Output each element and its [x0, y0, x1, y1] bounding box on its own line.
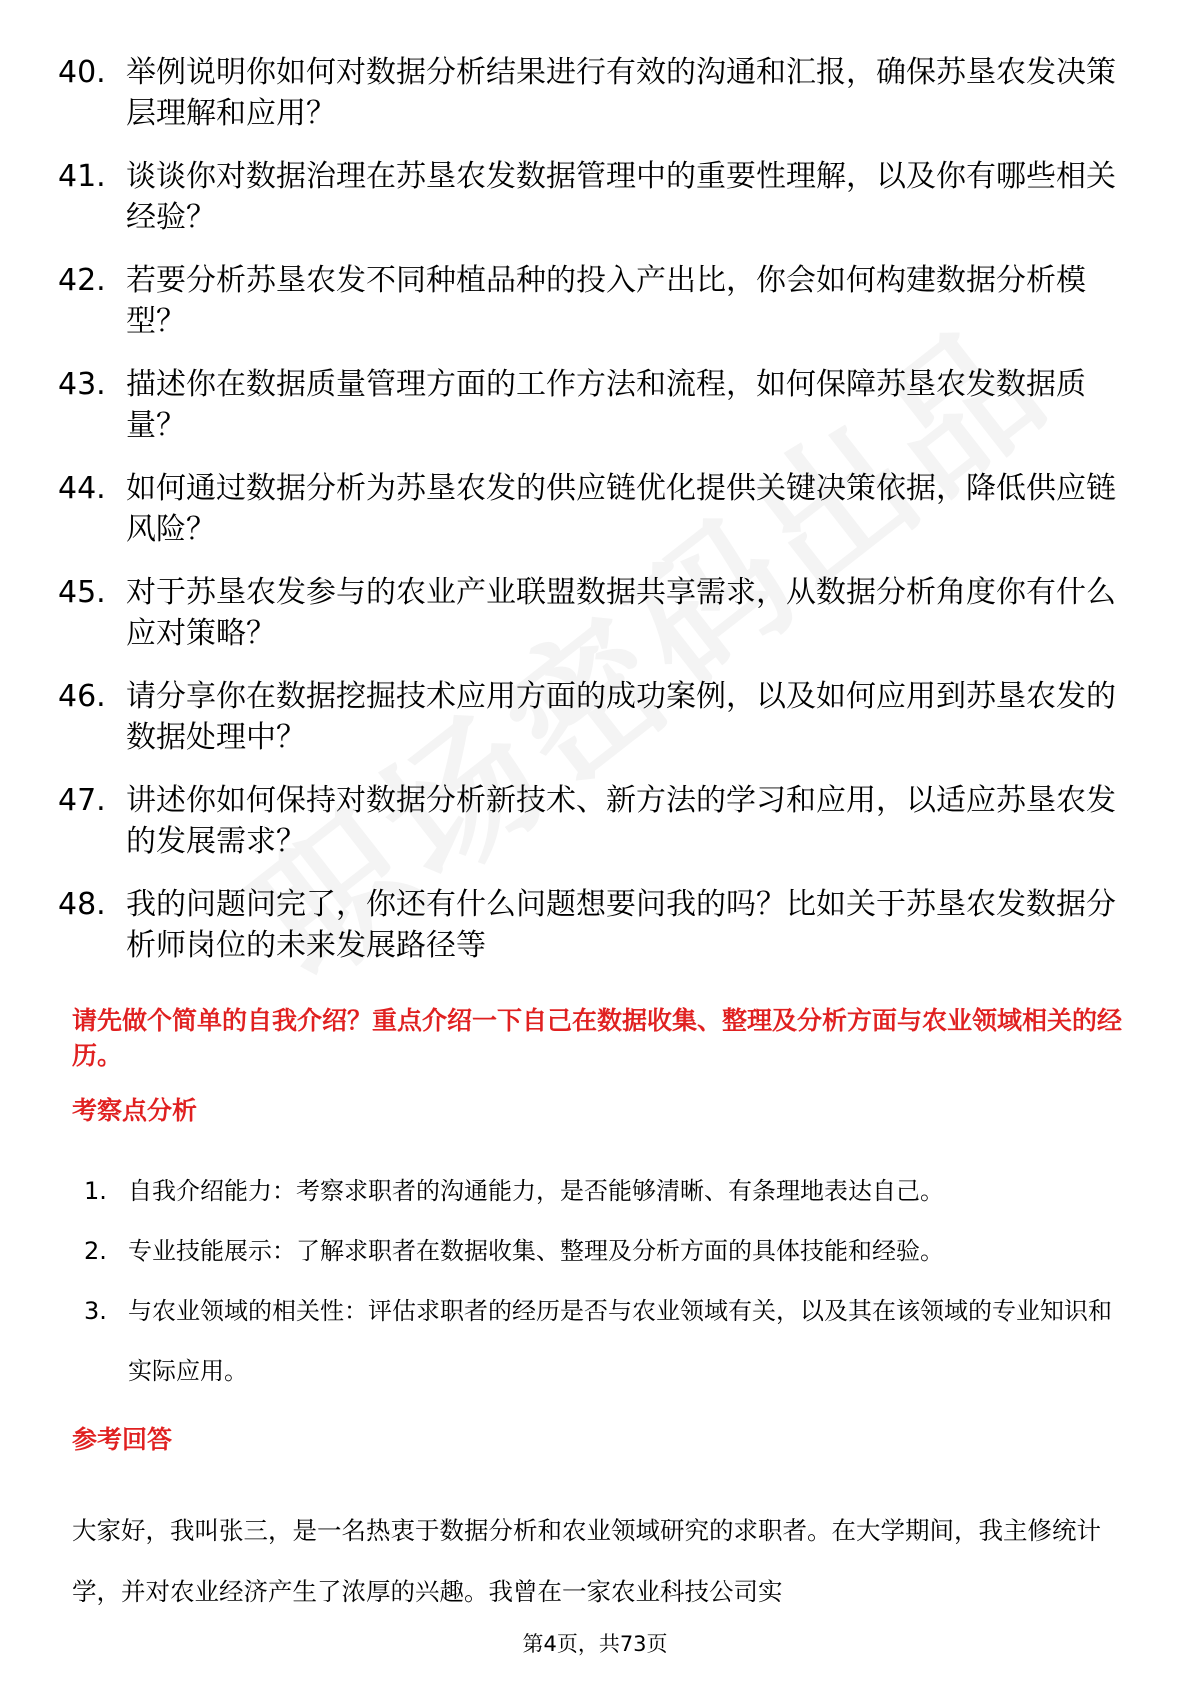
question-text: 对于苏垦农发参与的农业产业联盟数据共享需求，从数据分析角度你有什么应对策略？ [126, 575, 1116, 651]
question-item [58, 884, 1138, 966]
question-number: 43. [58, 367, 106, 402]
analysis-heading: 考察点分析 [72, 1096, 198, 1125]
question-text: 描述你在数据质量管理方面的工作方法和流程，如何保障苏垦农发数据质量？ [126, 367, 1086, 443]
question-item [58, 52, 1138, 134]
answer-paragraph: 大家好，我叫张三，是一名热衷于数据分析和农业领域研究的求职者。在大学期间，我主修统计学，并对农业经济产生了浓厚的兴趣。我曾在一家农业科技公司实 [72, 1516, 1101, 1606]
point-number: 3. [84, 1297, 107, 1325]
question-item [58, 676, 1138, 758]
page-footer: 第4页，共73页 [522, 1632, 668, 1656]
analysis-point [84, 1221, 1124, 1281]
question-text: 讲述你如何保持对数据分析新技术、新方法的学习和应用，以适应苏垦农发的发展需求？ [126, 783, 1116, 859]
section-title: 请先做个简单的自我介绍？重点介绍一下自己在数据收集、整理及分析方面与农业领域相关的经历。 [72, 1006, 1123, 1070]
analysis-point [84, 1281, 1124, 1401]
question-text: 请分享你在数据挖掘技术应用方面的成功案例，以及如何应用到苏垦农发的数据处理中？ [126, 679, 1116, 755]
question-number: 40. [58, 55, 106, 90]
analysis-point-list [84, 1161, 1124, 1401]
question-item [58, 364, 1138, 446]
answer-heading: 参考回答 [72, 1425, 173, 1454]
question-text: 我的问题问完了，你还有什么问题想要问我的吗？比如关于苏垦农发数据分析师岗位的未来发展路径等 [126, 887, 1116, 963]
question-number: 41. [58, 159, 106, 194]
question-number: 48. [58, 887, 106, 922]
question-list [58, 52, 1138, 988]
question-text: 若要分析苏垦农发不同种植品种的投入产出比，你会如何构建数据分析模型？ [126, 263, 1086, 339]
question-number: 46. [58, 679, 106, 714]
point-text: 自我介绍能力：考察求职者的沟通能力，是否能够清晰、有条理地表达自己。 [128, 1177, 944, 1205]
question-item [58, 780, 1138, 862]
point-number: 2. [84, 1237, 107, 1265]
question-item [58, 260, 1138, 342]
question-item [58, 572, 1138, 654]
question-text: 举例说明你如何对数据分析结果进行有效的沟通和汇报，确保苏垦农发决策层理解和应用？ [126, 55, 1116, 131]
analysis-point [84, 1161, 1124, 1221]
question-number: 44. [58, 471, 106, 506]
point-number: 1. [84, 1177, 107, 1205]
point-text: 与农业领域的相关性：评估求职者的经历是否与农业领域有关，以及其在该领域的专业知识和实际应用。 [128, 1297, 1112, 1385]
question-text: 谈谈你对数据治理在苏垦农发数据管理中的重要性理解，以及你有哪些相关经验？ [126, 159, 1116, 235]
question-text: 如何通过数据分析为苏垦农发的供应链优化提供关键决策依据，降低供应链风险？ [126, 471, 1116, 547]
point-text: 专业技能展示：了解求职者在数据收集、整理及分析方面的具体技能和经验。 [128, 1237, 944, 1265]
question-number: 45. [58, 575, 106, 610]
question-item [58, 156, 1138, 238]
question-number: 42. [58, 263, 106, 298]
question-item [58, 468, 1138, 550]
question-number: 47. [58, 783, 106, 818]
